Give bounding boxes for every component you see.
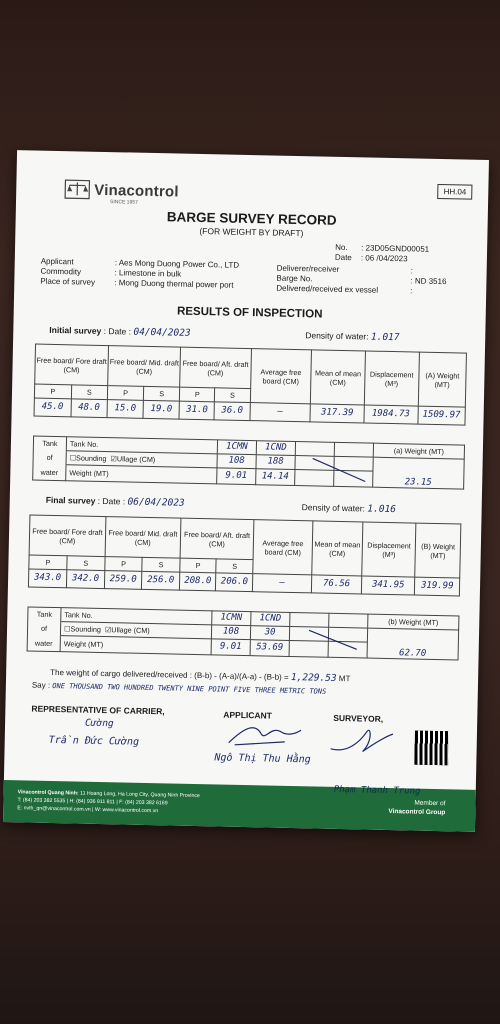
value-cell: 1984.73 (364, 405, 418, 424)
say-line (32, 681, 327, 696)
of-label: of (27, 621, 60, 636)
applicant-sign-label: APPLICANT (223, 709, 273, 721)
weight-1: 9.01 (217, 468, 256, 485)
commodity-value: : Limestone in bulk (114, 268, 182, 279)
footer-member (388, 798, 445, 817)
ps-cell: P (34, 384, 71, 399)
ullage-2: 30 (250, 626, 289, 641)
value-cell: 206.0 (216, 573, 253, 592)
initial-header-aft: Free board/ Aft. draft (CM) (180, 347, 251, 388)
final-density-line (302, 502, 397, 515)
ullage-label: Ullage (CM) (116, 454, 156, 465)
ps-cell: P (180, 387, 215, 402)
member-label: Member of (414, 799, 446, 808)
applicant-signature-icon (225, 719, 306, 751)
footer-address (17, 788, 200, 816)
value-cell: 31.0 (179, 401, 214, 420)
ps-cell: P (180, 558, 217, 573)
ps-cell: S (144, 386, 180, 401)
footer-phones: T: (84) 203 382 5535 | H: (84) 936 911 811 | F: (84) 203 382 6169 (17, 797, 168, 807)
member-group: Vinacontrol Group (388, 808, 446, 817)
weight-2: 14.14 (256, 469, 295, 486)
cargo-label: The weight of cargo delivered/received : (B-b) - (A-a)/(A-a) - (B-b) = (50, 667, 289, 682)
final-header-mean: Mean of mean (CM) (312, 521, 363, 576)
final-tank-table (27, 606, 460, 660)
final-date-label: : Date : (97, 495, 126, 507)
survey-record-paper (3, 150, 489, 832)
initial-header-fore: Free board/ Fore draft (CM) (35, 344, 109, 386)
total-weight: 23.15 (373, 457, 465, 489)
place-value: : Mong Duong thermal power port (114, 278, 234, 290)
applicant-name: Ngô Thị Thu Hằng (214, 752, 311, 766)
initial-header-mean: Mean of mean (CM) (311, 350, 365, 405)
sounding-checkbox: ☐ (69, 453, 77, 463)
strike-mark-icon (310, 454, 371, 485)
ps-cell: P (107, 386, 143, 401)
footer-address-text: 11 Hoang Long, Ha Long City, Quang Ninh Province (80, 790, 200, 800)
scales-logo-icon (64, 179, 90, 200)
tank-label: Tank (28, 607, 61, 622)
final-header-mid: Free board/ Mid. draft (CM) (105, 517, 181, 559)
weight-label: Weight (MT) (66, 465, 217, 484)
barge-value: : ND 3516 (410, 276, 447, 287)
final-date: 06/04/2023 (127, 496, 185, 509)
empty-cell (290, 612, 329, 627)
record-date-value: : 06 /04/2023 (360, 253, 408, 264)
initial-density-line (305, 330, 400, 343)
final-header-average: Average free board (CM) (253, 520, 313, 575)
final-header-aft: Free board/ Aft. draft (CM) (180, 518, 254, 560)
document-title: BARGE SURVEY RECORD (166, 209, 337, 228)
ps-cell: S (71, 385, 108, 400)
deliverer-value: : (410, 266, 413, 276)
final-survey-label: Final survey (45, 494, 96, 506)
results-heading: RESULTS OF INSPECTION (176, 305, 323, 321)
value-cell: 342.0 (66, 570, 104, 589)
ps-cell: P (29, 555, 67, 570)
record-no-value: : 23D05GND00051 (361, 243, 430, 254)
ps-cell: S (215, 388, 250, 403)
value-cell: 256.0 (142, 571, 180, 590)
record-no-label: No. (335, 242, 348, 253)
footer-band (3, 780, 476, 832)
barge-label: Barge No. (276, 273, 313, 284)
commodity-label: Commodity (40, 266, 82, 277)
ullage-1: 108 (211, 625, 250, 640)
ullage-checkbox: ☑ (104, 625, 112, 635)
ullage-checkbox: ☑ (110, 454, 118, 464)
total-weight: 62.70 (367, 628, 459, 660)
value-cell: 1509.97 (418, 406, 466, 425)
company-name: Vinacontrol (94, 181, 179, 201)
value-cell: 48.0 (71, 399, 108, 418)
initial-date: 04/04/2023 (133, 326, 191, 339)
sounding-label: Sounding (76, 453, 107, 464)
water-label: water (33, 464, 66, 481)
applicant-value: : Aes Mong Duong Power Co., LTD (114, 258, 240, 270)
place-label: Place of survey (40, 276, 96, 287)
value-cell: 317.39 (310, 404, 364, 423)
weight-2: 53.69 (250, 640, 289, 657)
tank-no-label: Tank No. (61, 608, 212, 625)
tank-col1: 1CMN (212, 611, 251, 626)
tank-col2: 1CND (256, 441, 295, 456)
tank-no-label: Tank No. (66, 437, 217, 454)
footer-web: E: nvth_qn@vinacontrol.com.vn | W: www.vinacontrol.com.vn (17, 805, 159, 815)
carrier-name: Trần Đức Cường (48, 734, 140, 748)
sounding-checkbox: ☐ (63, 624, 71, 634)
ps-cell: P (105, 557, 143, 572)
cargo-unit: MT (338, 673, 351, 684)
value-cell: 19.0 (143, 400, 180, 419)
initial-tank-table (32, 436, 465, 490)
initial-density-label: Density of water: (305, 330, 369, 342)
tank-label: Tank (33, 436, 66, 451)
say-value: ONE THOUSAND TWO HUNDRED TWENTY NINE POINT FIVE THREE METRIC TONS (52, 681, 327, 696)
record-date-label: Date (334, 252, 352, 263)
value-cell: 76.56 (311, 575, 361, 594)
ps-cell: S (216, 559, 253, 574)
initial-density: 1.017 (370, 331, 400, 344)
strike-mark-icon (307, 626, 368, 653)
final-header-displacement: Displacement (M³) (362, 522, 417, 577)
ullage-2: 188 (256, 455, 295, 470)
say-label: Say : (31, 680, 51, 690)
delivered-label: Delivered/received ex vessel (276, 283, 379, 295)
weight-1: 9.01 (211, 639, 250, 656)
value-cell: 36.0 (214, 402, 249, 421)
tank-col1: 1CMN (217, 440, 256, 455)
ullage-1: 108 (217, 454, 256, 469)
weight-label: Weight (MT) (60, 636, 211, 655)
ullage-label: Ullage (CM) (111, 625, 150, 636)
company-logo (64, 179, 179, 201)
empty-cell (329, 613, 368, 628)
carrier-label: REPRESENTATIVE OF CARRIER, (31, 703, 165, 717)
value-cell: 45.0 (34, 398, 71, 417)
deliverer-label: Deliverer/receiver (276, 263, 340, 274)
total-label: (a) Weight (MT) (373, 443, 464, 459)
surveyor-signature-icon (326, 723, 397, 758)
value-cell: 343.0 (28, 569, 66, 588)
final-header-weight: (B) Weight (MT) (415, 523, 461, 578)
of-label: of (33, 450, 66, 465)
sounding-label: Sounding (70, 624, 101, 634)
final-survey-line (46, 495, 185, 509)
initial-header-displacement: Displacement (M³) (364, 351, 419, 406)
initial-header-mid: Free board/ Mid. draft (CM) (108, 346, 181, 388)
initial-header-average: Average free board (CM) (250, 349, 312, 404)
surveyor-label: SURVEYOR, (333, 712, 384, 724)
final-draft-table (28, 514, 461, 596)
initial-date-label: : Date : (103, 325, 132, 337)
final-density: 1.016 (367, 503, 397, 516)
total-label: (b) Weight (MT) (368, 614, 459, 630)
document-subtitle: (FOR WEIGHT BY DRAFT) (199, 225, 304, 239)
ps-cell: S (67, 556, 105, 571)
value-cell: 15.0 (107, 400, 143, 419)
qr-code-icon (414, 731, 449, 766)
company-since: SINCE 1957 (109, 199, 138, 206)
value-cell: 341.95 (361, 576, 415, 595)
cargo-value: 1,229.53 (290, 671, 337, 684)
delivered-value: : (410, 286, 413, 296)
initial-header-weight: (A) Weight (MT) (418, 352, 466, 407)
value-cell: 208.0 (179, 572, 216, 591)
value-cell: — (250, 403, 311, 422)
initial-survey-label: Initial survey (49, 324, 102, 336)
value-cell: 319.99 (415, 577, 460, 596)
initial-draft-table (34, 344, 467, 426)
form-code: HH.04 (437, 184, 472, 200)
surveyor-name: Phạm Thanh Trung (333, 784, 421, 797)
ps-cell: S (142, 557, 180, 572)
value-cell: — (252, 574, 311, 593)
initial-survey-line (49, 325, 191, 339)
tank-col2: 1CND (251, 612, 290, 627)
footer-branch: Vinacontrol Quang Ninh: (17, 789, 79, 797)
carrier-signature: Cường (84, 717, 114, 730)
water-label: water (27, 635, 60, 652)
value-cell: 259.0 (104, 571, 142, 590)
applicant-label: Applicant (40, 256, 74, 267)
final-density-label: Density of water: (301, 502, 366, 514)
final-header-fore: Free board/ Fore draft (CM) (29, 515, 106, 557)
